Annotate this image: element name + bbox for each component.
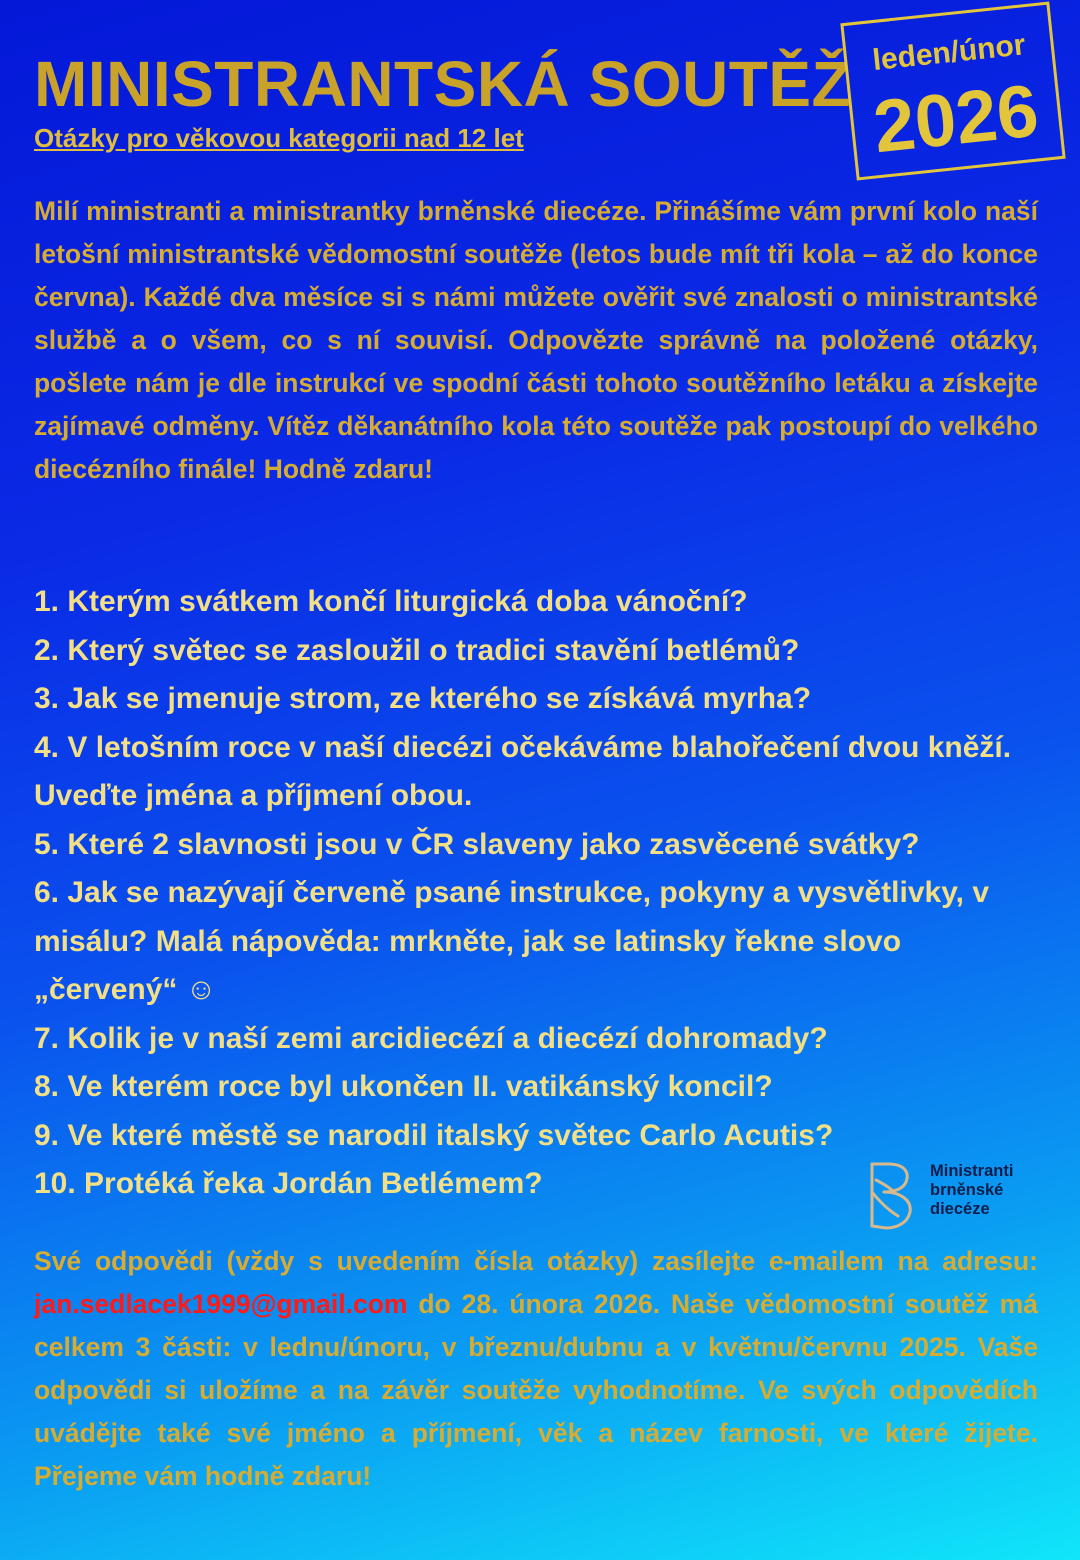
instructions-text-cont: do 28. února 2026. Naše vědomostní soutěž má celkem 3 části: v lednu/únoru, v březnu/dubnu a v květnu/červnu 2025. Vaše odpovědi si uložíme a na závěr soutěže vyhodnotíme. Ve svých odpovědích uvádějte také své jméno a příjmení, věk a název farnosti, ve které žijete. Přejeme vám hodně zdaru! [34,1289,1038,1491]
date-year: 2026 [869,68,1043,169]
logo-text [930,1162,1050,1219]
question-item: 1. Kterým svátkem končí liturgická doba vánoční? [34,585,748,618]
question-item: 8. Ve kterém roce byl ukončen II. vatikánský koncil? [34,1070,773,1103]
question-item: 2. Který světec se zasloužil o tradici stavění betlémů? [34,633,800,667]
instructions-paragraph [34,1240,1038,1498]
question-item: 5. Které 2 slavnosti jsou v ČR slaveny jako zasvěcené svátky? [34,827,920,861]
question-item: 6. Jak se nazývají červeně psané instrukce, pokyny a vysvětlivky, v misálu? Malá nápověda: mrkněte, jak se latinsky řekne slovo „červený“ ☺ [34,876,990,1006]
date-month: leden/únor [870,28,1027,78]
email-link[interactable]: jan.sedlacek1999@gmail.com [34,1289,408,1319]
instructions-text: Své odpovědi (vždy s uvedením čísla otázky) zasílejte e-mailem na adresu: [34,1246,1038,1276]
page-title: MINISTRANTSKÁ SOUTĚŽ [34,48,852,120]
logo-line: Ministranti [930,1162,1014,1180]
organization-logo [866,1158,1046,1232]
date-badge [840,1,1065,180]
intro-paragraph: Milí ministranti a ministrantky brněnské diecéze. Přinášíme vám první kolo naší letošní ministrantské vědomostní soutěže (letos bude mít tři kola – až do konce června). Každé dva měsíce si s námi můžete ověřit své znalosti o ministrantské službě a o všem, co s ní souvisí. Odpovězte správně na položené otázky, pošlete nám je dle instrukcí ve spodní části tohoto soutěžního letáku a získejte zajímavé odměny. Vítěz děkanátního kola této soutěže pak postoupí do velkého diecézního finále! Hodně zdaru! [34,196,1038,484]
logo-line: diecéze [930,1200,990,1218]
question-item: 4. V letošním roce v naší diecézi očekáváme blahořečení dvou kněží. Uveďte jména a příjmení obou. [34,730,1012,812]
logo-line: brněnské [930,1181,1004,1199]
question-list [34,578,1044,1209]
b-monogram-icon [866,1158,922,1232]
question-item: 7. Kolik je v naší zemi arcidiecézí a diecézí dohromady? [34,1021,828,1055]
question-item: 3. Jak se jmenuje strom, ze kterého se získává myrha? [34,682,812,715]
question-item: 9. Ve které městě se narodil italský světec Carlo Acutis? [34,1118,834,1152]
page-subtitle: Otázky pro věkovou kategorii nad 12 let [34,123,524,153]
question-item: 10. Protéká řeka Jordán Betlémem? [34,1167,543,1200]
